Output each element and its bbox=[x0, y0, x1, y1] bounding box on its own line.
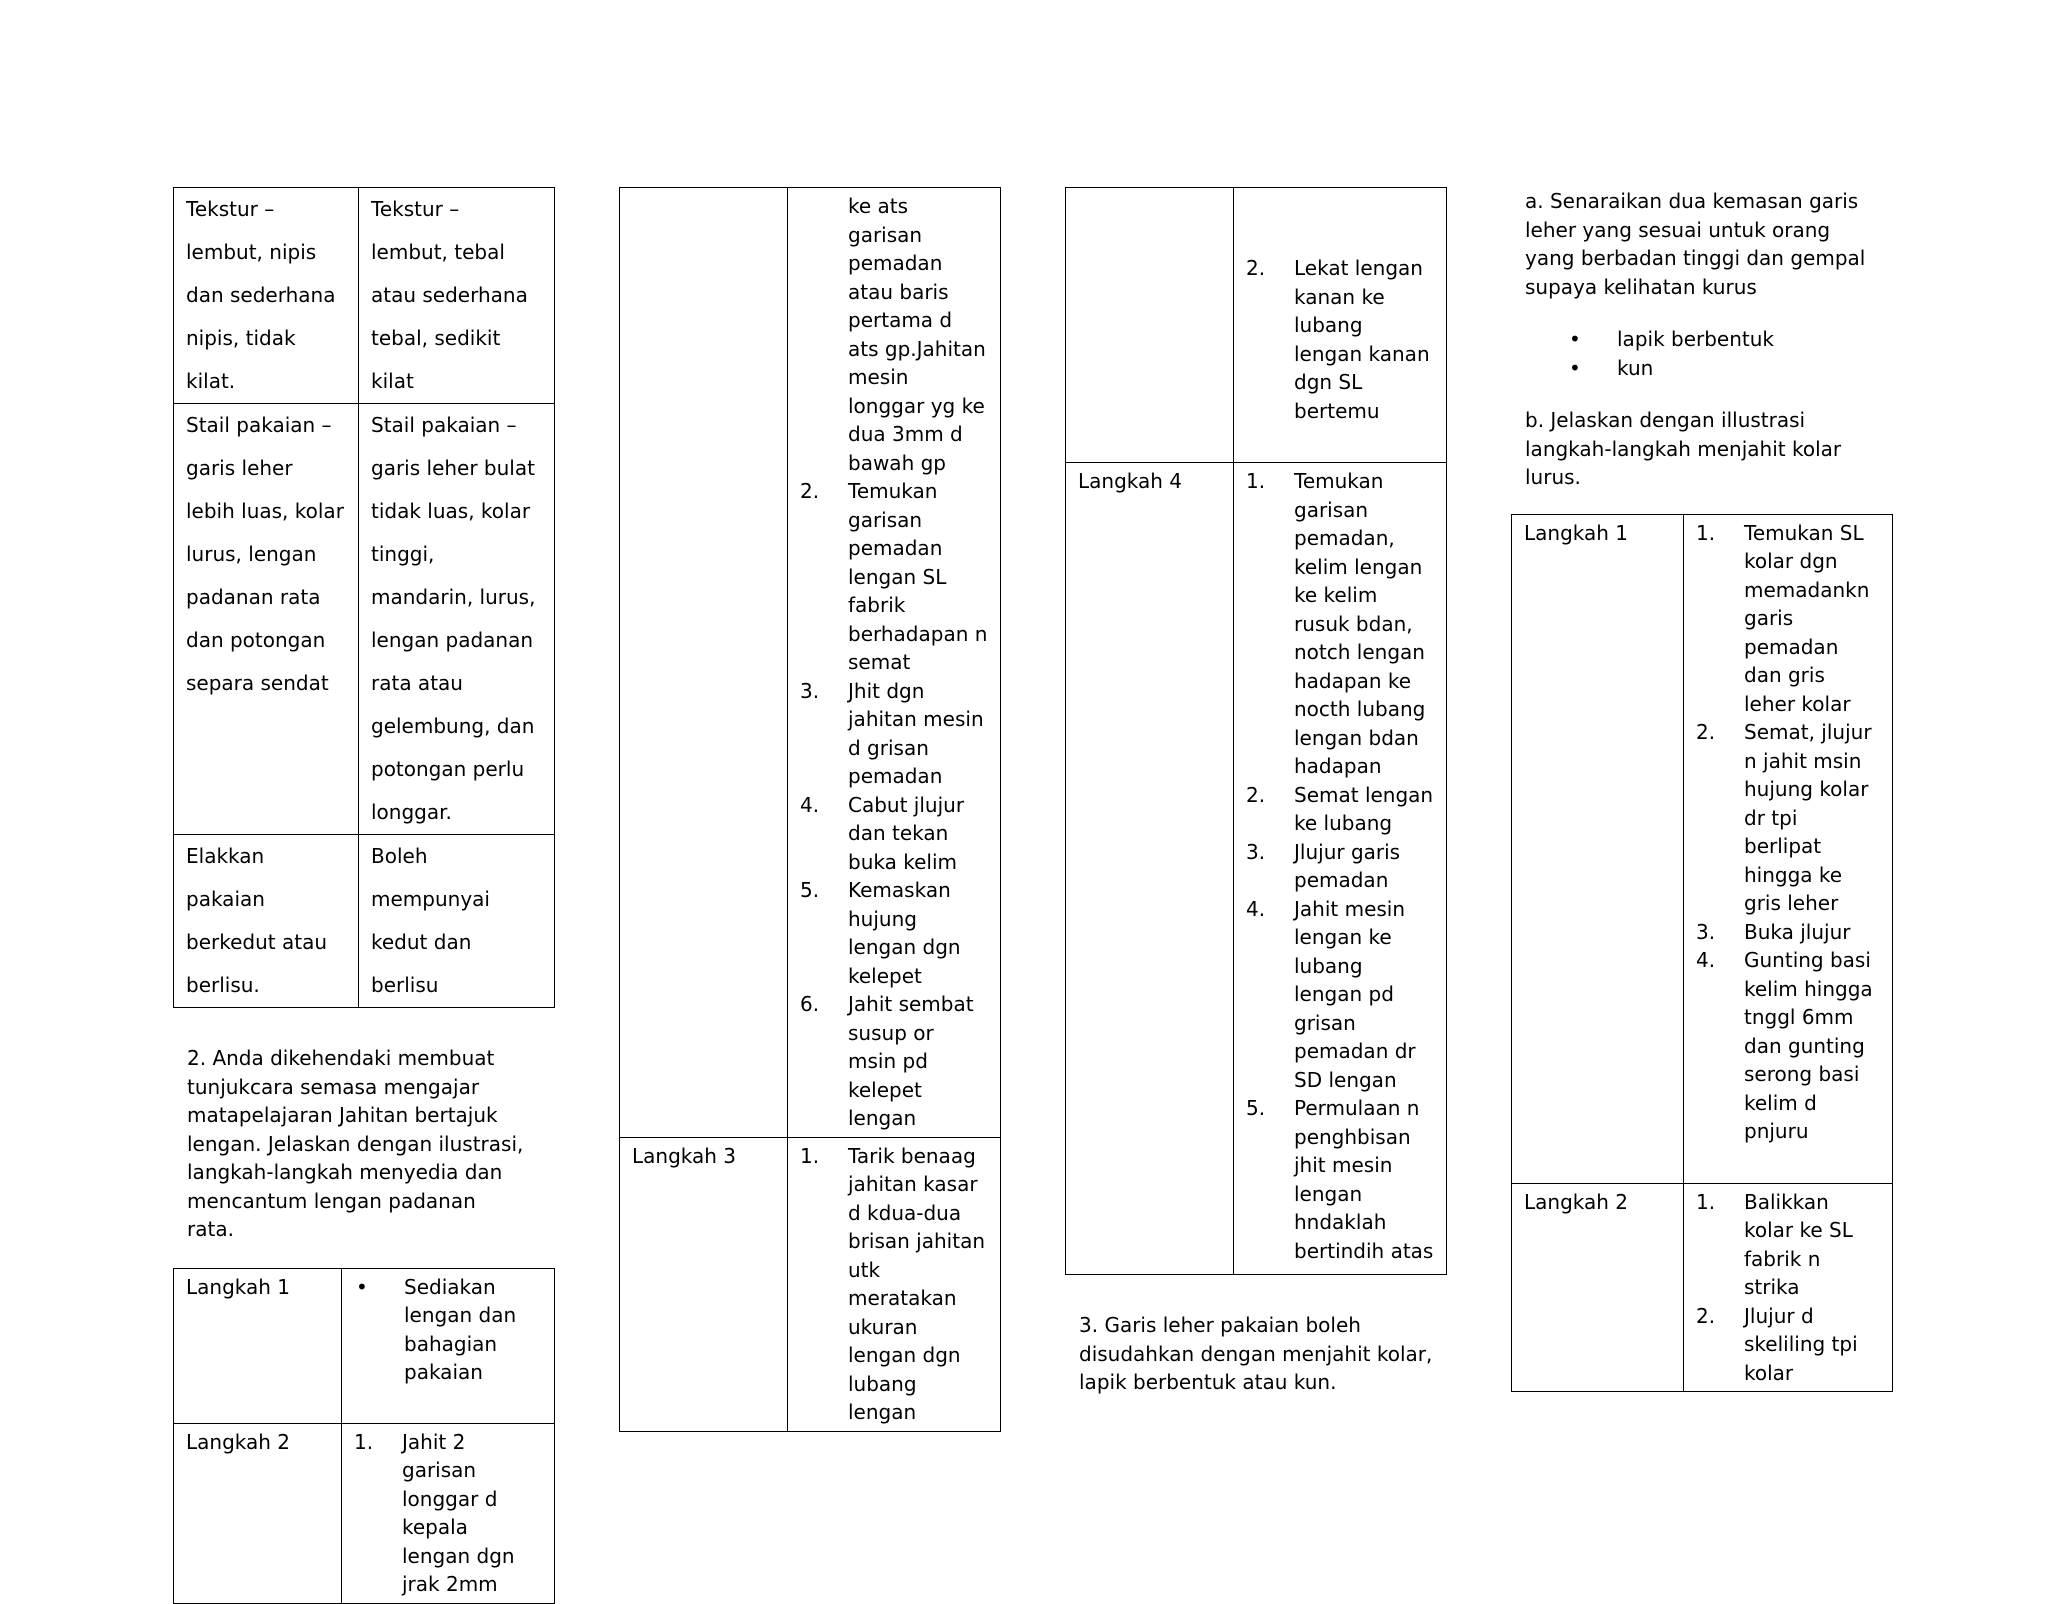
collar-steps-table bbox=[1511, 514, 1893, 1393]
table-row bbox=[1066, 188, 1447, 463]
table-cell: Stail pakaian – garis leher bulat tidak luas, kolar tinggi, mandarin, lurus, lengan padanan rata atau gelembung, dan potongan perlu longgar. bbox=[359, 404, 555, 835]
list-item-text: Temukan garisan pemadan lengan SL fabrik berhadapan n semat bbox=[848, 479, 988, 674]
step-label: Langkah 1 bbox=[174, 1268, 342, 1423]
list-item-text: Gunting basi kelim hingga tnggl 6mm dan gunting serong basi kelim d pnjuru bbox=[1744, 948, 1873, 1143]
bullet-icon: • bbox=[1569, 355, 1581, 380]
list-item bbox=[1246, 895, 1434, 1095]
table-row bbox=[1512, 514, 1893, 1183]
list-item bbox=[1567, 354, 1893, 383]
list-item-text: Jhit dgn jahitan mesin d grisan pemadan bbox=[848, 678, 984, 788]
list-item bbox=[1246, 467, 1434, 781]
column-4 bbox=[1511, 187, 1893, 1392]
table-row bbox=[174, 835, 555, 1008]
column-1 bbox=[173, 187, 555, 1604]
table-cell: Stail pakaian – garis leher lebih luas, kolar lurus, lengan padanan rata dan potongan separa sendat bbox=[174, 404, 359, 835]
steps-table-continued bbox=[619, 187, 1001, 1432]
step-label: Langkah 3 bbox=[620, 1137, 788, 1431]
list-item-text: Jlujur d skeliling tpi kolar bbox=[1744, 1303, 1858, 1385]
list-number: 1. bbox=[1696, 1189, 1716, 1214]
list-number: 4. bbox=[800, 792, 820, 817]
list-number: 3. bbox=[800, 678, 820, 703]
list-item-text: Permulaan n penghbisan jhit mesin lengan hndaklah bertindih atas bbox=[1294, 1096, 1434, 1263]
list-item bbox=[1696, 519, 1880, 719]
bullet-icon: • bbox=[1569, 327, 1581, 351]
list-item bbox=[800, 990, 988, 1133]
list-item-text: Kemaskan hujung lengan dgn kelepet bbox=[848, 878, 961, 988]
list-item-text: Semat, jlujur n jahit msin hujung kolar dr tpi berlipat hingga ke gris leher bbox=[1744, 720, 1872, 915]
list-item-text: Lekat lengan kanan ke lubang lengan kanan dgn SL bertemu bbox=[1294, 256, 1430, 423]
step-list bbox=[800, 477, 988, 1133]
table-row bbox=[174, 188, 555, 404]
list-item bbox=[1696, 718, 1880, 918]
list-number: 1. bbox=[1246, 469, 1266, 493]
column-3 bbox=[1065, 187, 1447, 1397]
list-number: 6. bbox=[800, 992, 820, 1016]
list-item-text: Tarik benaag jahitan kasar d kdua-dua brisan jahitan utk meratakan ukuran lengan dgn lubang lengan bbox=[848, 1143, 986, 1424]
question-3-text: 3. Garis leher pakaian boleh disudahkan dengan menjahit kolar, lapik berbentuk atau kun. bbox=[1079, 1313, 1433, 1394]
steps-table bbox=[173, 1268, 555, 1604]
table-cell bbox=[620, 188, 788, 1138]
list-item-text: Sediakan lengan dan bahagian pakaian bbox=[404, 1274, 517, 1384]
list-item-text: Buka jlujur bbox=[1744, 919, 1851, 944]
comparison-table bbox=[173, 187, 555, 1008]
table-row bbox=[1066, 463, 1447, 1275]
list-number: 3. bbox=[1696, 919, 1716, 944]
list-item-text: Jahit mesin lengan ke lubang lengan pd grisan pemadan dr SD lengan bbox=[1294, 896, 1416, 1092]
list-item bbox=[1246, 781, 1434, 838]
list-item bbox=[800, 876, 988, 990]
list-number: 1. bbox=[354, 1429, 374, 1454]
list-item-text: Semat lengan ke lubang bbox=[1294, 782, 1434, 835]
list-item bbox=[800, 791, 988, 877]
list-number: 2. bbox=[800, 479, 820, 503]
list-item bbox=[354, 1273, 542, 1387]
step-list bbox=[354, 1428, 542, 1599]
table-row bbox=[174, 404, 555, 835]
list-item bbox=[354, 1428, 542, 1599]
list-item bbox=[1246, 254, 1434, 425]
table-row bbox=[174, 1423, 555, 1603]
continued-text: ke ats garisan pemadan atau baris pertama d ats gp.Jahitan mesin longgar yg ke dua 3mm d bawah gp bbox=[848, 194, 986, 475]
step-list bbox=[1246, 467, 1434, 1265]
steps-table-continued bbox=[1065, 187, 1447, 1275]
list-item-text: kun bbox=[1617, 355, 1654, 380]
step-list bbox=[1246, 254, 1434, 425]
list-item bbox=[1567, 325, 1893, 354]
table-row bbox=[620, 1137, 1001, 1431]
step-label: Langkah 1 bbox=[1512, 514, 1684, 1183]
list-item bbox=[1696, 1302, 1880, 1388]
list-item-text: Balikkan kolar ke SL fabrik n strika bbox=[1744, 1189, 1853, 1299]
list-number: 4. bbox=[1696, 948, 1716, 972]
list-item-text: Temukan garisan pemadan, kelim lengan ke kelim rusuk bdan, notch lengan hadapan ke nocth lubang lengan bdan hadapan bbox=[1294, 469, 1426, 778]
list-number: 1. bbox=[800, 1143, 820, 1168]
step-list bbox=[800, 1142, 988, 1427]
list-number: 5. bbox=[800, 878, 820, 902]
column-2 bbox=[619, 187, 1001, 1432]
list-number: 5. bbox=[1246, 1096, 1266, 1120]
question-a-text: a. Senaraikan dua kemasan garis leher yang sesuai untuk orang yang berbadan tinggi dan gempal supaya kelihatan kurus bbox=[1525, 189, 1866, 299]
table-cell: Boleh mempunyai kedut dan berlisu bbox=[359, 835, 555, 1008]
list-item bbox=[800, 677, 988, 791]
answer-bullet-list bbox=[1567, 325, 1893, 382]
step-label: Langkah 2 bbox=[1512, 1183, 1684, 1392]
list-item-text: lapik berbentuk bbox=[1617, 327, 1775, 351]
list-item bbox=[1696, 918, 1880, 947]
list-number: 2. bbox=[1696, 720, 1716, 744]
table-cell: Tekstur – lembut, nipis dan sederhana nipis, tidak kilat. bbox=[174, 188, 359, 404]
question-b-text: b. Jelaskan dengan illustrasi langkah-langkah menjahit kolar lurus. bbox=[1525, 408, 1842, 489]
bullet-icon: • bbox=[356, 1274, 368, 1299]
list-item bbox=[800, 477, 988, 677]
table-row bbox=[1512, 1183, 1893, 1392]
list-number: 3. bbox=[1246, 839, 1266, 864]
list-number: 2. bbox=[1246, 256, 1266, 280]
list-item bbox=[1246, 1094, 1434, 1265]
list-item-text: Temukan SL kolar dgn memadankn garis pemadan dan gris leher kolar bbox=[1744, 520, 1870, 716]
list-item-text: Jahit sembat susup or msin pd kelepet lengan bbox=[848, 992, 974, 1130]
list-item-text: Jlujur garis pemadan bbox=[1294, 839, 1401, 892]
table-row bbox=[620, 188, 1001, 1138]
list-item bbox=[800, 1142, 988, 1427]
list-item-text: Jahit 2 garisan longgar d kepala lengan dgn jrak 2mm bbox=[402, 1429, 515, 1596]
table-row bbox=[174, 1268, 555, 1423]
question-2-text: 2. Anda dikehendaki membuat tunjukcara semasa mengajar matapelajaran Jahitan bertajuk lengan. Jelaskan dengan ilustrasi, langkah-langkah menyedia dan mencantum lengan padanan rata. bbox=[187, 1046, 524, 1241]
step-label: Langkah 4 bbox=[1066, 463, 1234, 1275]
step-list bbox=[354, 1273, 542, 1387]
list-number: 1. bbox=[1696, 520, 1716, 545]
step-list bbox=[1696, 1188, 1880, 1388]
step-label: Langkah 2 bbox=[174, 1423, 342, 1603]
table-cell bbox=[1066, 188, 1234, 463]
table-cell: Elakkan pakaian berkedut atau berlisu. bbox=[174, 835, 359, 1008]
list-number: 2. bbox=[1246, 782, 1266, 807]
table-cell: Tekstur – lembut, tebal atau sederhana tebal, sedikit kilat bbox=[359, 188, 555, 404]
list-number: 2. bbox=[1696, 1303, 1716, 1328]
list-item bbox=[1696, 946, 1880, 1146]
step-list bbox=[1696, 519, 1880, 1146]
list-number: 4. bbox=[1246, 896, 1266, 921]
list-item bbox=[1246, 838, 1434, 895]
list-item-text: Cabut jlujur dan tekan buka kelim bbox=[848, 792, 965, 874]
list-item bbox=[1696, 1188, 1880, 1302]
